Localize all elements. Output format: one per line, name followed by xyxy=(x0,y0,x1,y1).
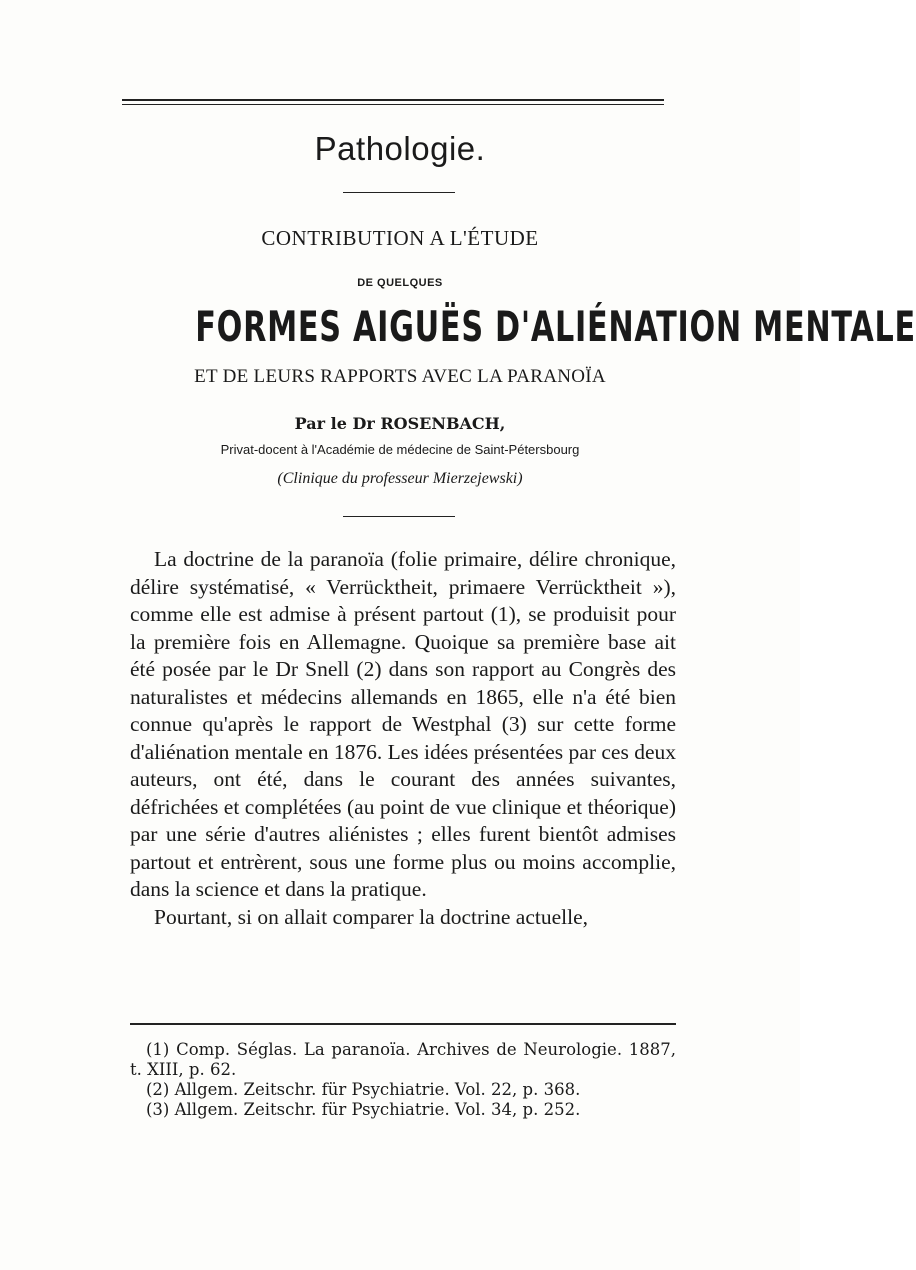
footnote-2: (2) Allgem. Zeitschr. für Psychiatrie. Vol. 22, p. 368. xyxy=(146,1080,581,1099)
article-subtitle: ET DE LEURS RAPPORTS AVEC LA PARANOÏA xyxy=(194,366,606,387)
title-line-1: CONTRIBUTION A L'ÉTUDE xyxy=(261,226,539,250)
author-byline: Par le Dr ROSENBACH, xyxy=(294,414,506,433)
title-line-2: DE QUELQUES xyxy=(357,277,443,289)
footnote-1: (1) Comp. Séglas. La paranoïa. Archives de Neurologie. 1887, t. XIII, p. 62. xyxy=(130,1040,676,1079)
author-affiliation: Privat-docent à l'Académie de médecine de Saint-Pétersbourg xyxy=(220,442,580,457)
paragraph: La doctrine de la paranoïa (folie primaire, délire chronique, délire systématisé, « Verrücktheit, primaere Verrücktheit »), comme elle est admise à présent partout (1), se produisit pour la première fois en Allemagne. Quoique sa première base ait été posée par le Dr Snell (2) dans son rapport au Congrès des naturalistes et médecins allemands en 1865, elle n'a été bien connue qu'après le rapport de Westphal (3) sur cette forme d'aliénation mentale en 1876. Les idées présentées par ces deux auteurs, ont été, dans le courant des années suivantes, défrichées et complétées (au point de vue clinique et théorique) par une série d'autres aliénistes ; elles furent bientôt admises partout et entrèrent, sous une forme plus ou moins accomplie, dans la science et dans la pratique. xyxy=(130,547,676,901)
header-double-rule xyxy=(122,99,664,105)
footnote-3: (3) Allgem. Zeitschr. für Psychiatrie. Vol. 34, p. 252. xyxy=(146,1100,581,1119)
section-heading: Pathologie. xyxy=(314,130,486,167)
body-text xyxy=(130,546,676,931)
clinic-attribution: (Clinique du professeur Mierzejewski) xyxy=(277,470,523,487)
title-separator-rule xyxy=(343,192,455,193)
article-title: FORMES AIGUËS D'ALIÉNATION MENTALE xyxy=(195,302,916,351)
footnotes xyxy=(130,1040,676,1120)
paragraph: Pourtant, si on allait comparer la doctrine actuelle, xyxy=(154,904,589,929)
author-separator-rule xyxy=(343,516,455,517)
footnote-rule xyxy=(130,1023,676,1025)
